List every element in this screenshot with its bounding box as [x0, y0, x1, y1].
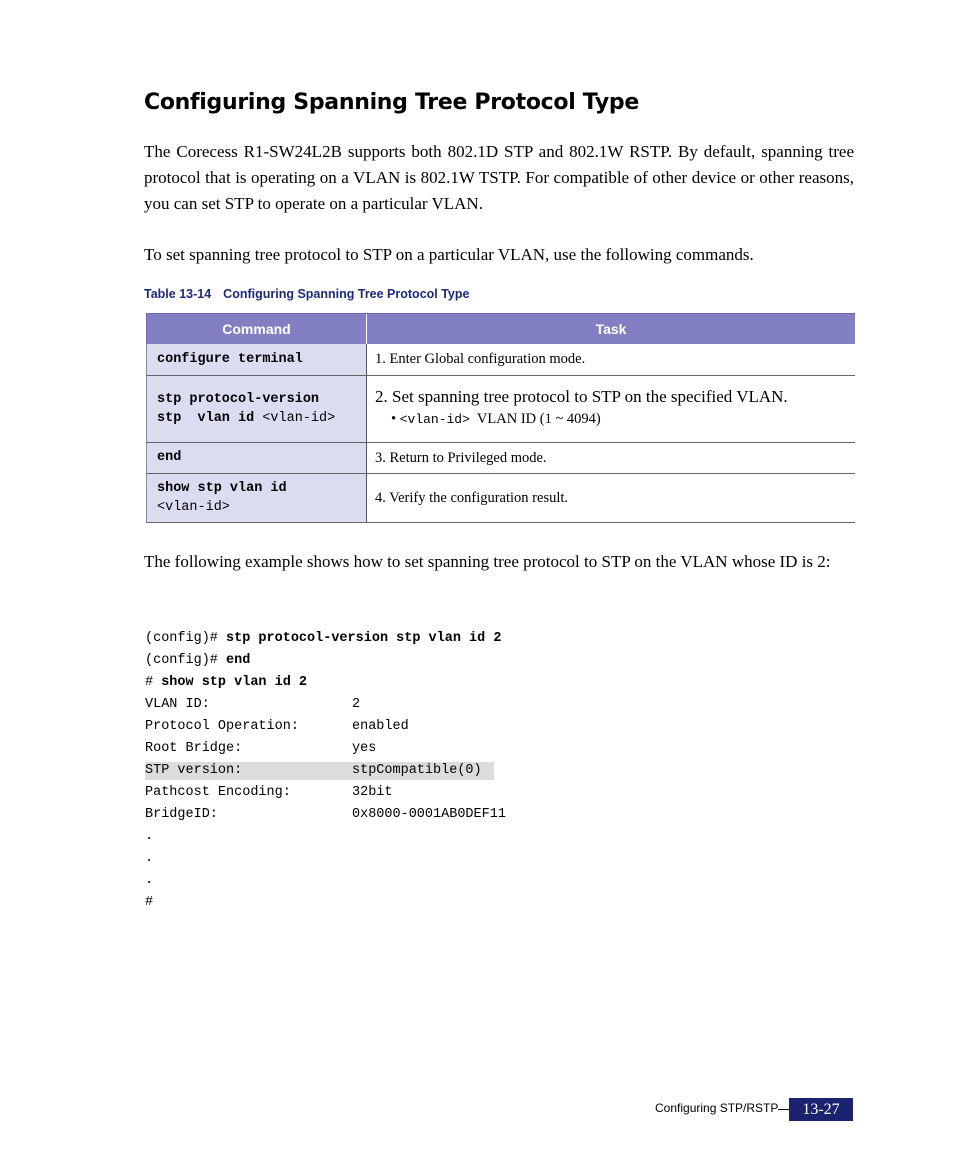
table-caption-number: Table 13-14: [144, 287, 212, 301]
command-cell: [147, 473, 367, 522]
code-line: (config)# end: [145, 653, 251, 668]
task-column-header: Task: [367, 314, 856, 345]
page-heading: Configuring Spanning Tree Protocol Type: [144, 90, 639, 115]
bullet-code: <vlan-id>: [399, 412, 470, 427]
end-prompt: #: [145, 895, 154, 910]
footer-section-title: Configuring STP/RSTP: [655, 1101, 779, 1115]
table-caption: [144, 287, 469, 301]
output-line: Protocol Operation: enabled: [145, 719, 409, 734]
command-text: stp protocol-version: [157, 391, 320, 407]
command-cell: [147, 375, 367, 442]
code-line: # show stp vlan id 2: [145, 675, 308, 690]
intro-paragraph: The Corecess R1-SW24L2B supports both 802.1D STP and 802.1W RSTP. By default, spanning tree protocol that is operating on a VLAN is 802.1W TSTP. For compatible of other device or other reasons, you can set STP to operate on a particular VLAN.: [144, 142, 854, 213]
command-argument: <vlan-id>: [157, 499, 230, 515]
command-text: configure terminal: [157, 351, 303, 367]
bullet-text: VLAN ID (1 ~ 4094): [476, 411, 601, 427]
table-intro-paragraph: To set spanning tree protocol to STP on a particular VLAN, use the following commands.: [144, 245, 754, 264]
output-line: VLAN ID: 2: [145, 697, 361, 712]
command-column-header: Command: [147, 314, 367, 345]
output-line: Root Bridge: yes: [145, 741, 377, 756]
footer-rule: [778, 1109, 789, 1110]
ellipsis-dot: .: [145, 829, 154, 844]
task-bullet: • <vlan-id> VLAN ID (1 ~ 4094): [391, 411, 601, 427]
table-row: [147, 473, 856, 522]
task-cell: 1. Enter Global configuration mode.: [367, 344, 856, 375]
output-line: Pathcost Encoding: 32bit: [145, 785, 393, 800]
page-number-badge: 13-27: [789, 1098, 853, 1121]
table-header-row: [147, 314, 856, 345]
command-cell: [147, 442, 367, 473]
command-text: stp vlan id: [157, 410, 263, 426]
table-caption-title: Configuring Spanning Tree Protocol Type: [223, 287, 470, 301]
task-cell: 3. Return to Privileged mode.: [367, 442, 856, 473]
example-code-block: [145, 628, 506, 914]
ellipsis-dot: .: [145, 873, 154, 888]
task-text: 2. Set spanning tree protocol to STP on the specified VLAN.: [375, 387, 788, 406]
command-cell: [147, 344, 367, 375]
table-row: [147, 442, 856, 473]
example-intro-paragraph: The following example shows how to set spanning tree protocol to STP on the VLAN whose ID is 2:: [144, 552, 831, 571]
command-table: [146, 313, 855, 523]
command-text: end: [157, 450, 182, 465]
ellipsis-dot: .: [145, 851, 154, 866]
code-line: (config)# stp protocol-version stp vlan id 2: [145, 631, 502, 646]
command-argument: <vlan-id>: [262, 410, 336, 426]
task-cell: [367, 375, 856, 442]
output-line: BridgeID: 0x8000-0001AB0DEF11: [145, 807, 506, 822]
command-text: show stp vlan id: [157, 480, 287, 496]
table-row: [147, 344, 856, 375]
task-cell: 4. Verify the configuration result.: [367, 473, 856, 522]
output-line-highlighted: STP version: stpCompatible(0): [145, 760, 501, 782]
table-row: [147, 375, 856, 442]
